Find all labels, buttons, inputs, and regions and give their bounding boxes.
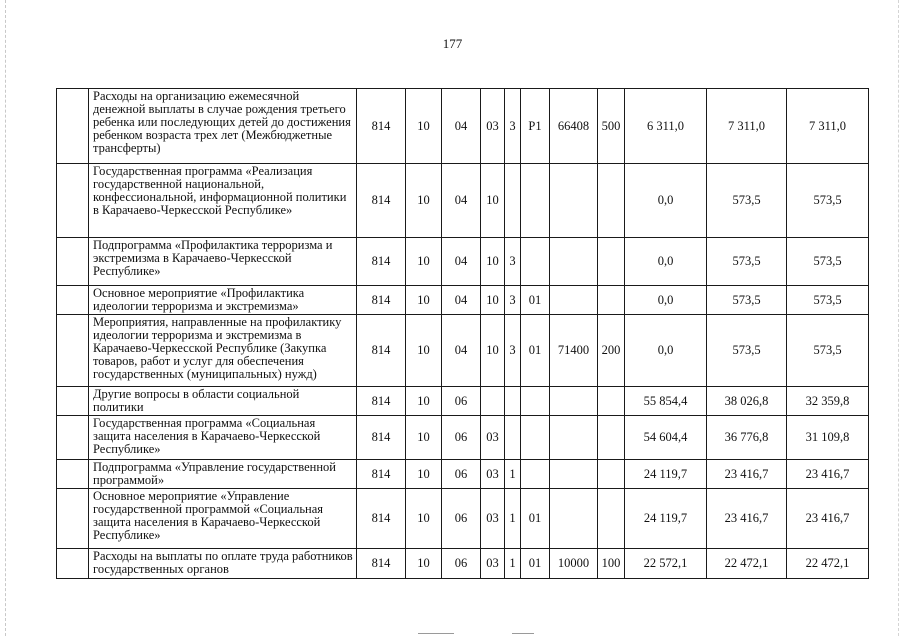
amount-year2-cell: 23 416,7 <box>707 489 787 549</box>
pr-cell: 06 <box>442 489 481 549</box>
cs-subprogram-cell: 1 <box>505 549 521 579</box>
cs-subprogram-cell <box>505 164 521 238</box>
row-margin-cell <box>57 387 89 416</box>
row-margin-cell <box>57 549 89 579</box>
cs-program-cell: 10 <box>481 315 505 387</box>
amount-year2-cell: 573,5 <box>707 238 787 286</box>
rz-cell: 10 <box>406 164 442 238</box>
amount-year1-cell: 55 854,4 <box>625 387 707 416</box>
amount-year1-cell: 22 572,1 <box>625 549 707 579</box>
cs-direction-cell <box>550 164 598 238</box>
vr-cell <box>598 489 625 549</box>
ved-cell: 814 <box>357 416 406 460</box>
pr-cell: 04 <box>442 238 481 286</box>
row-margin-cell <box>57 489 89 549</box>
amount-year2-cell: 23 416,7 <box>707 460 787 489</box>
row-name-cell: Расходы на выплаты по оплате труда работников государственных органов <box>89 549 357 579</box>
row-margin-cell <box>57 238 89 286</box>
cs-event-cell <box>521 238 550 286</box>
row-name-cell: Подпрограмма «Управление государственной программой» <box>89 460 357 489</box>
ved-cell: 814 <box>357 549 406 579</box>
scan-mark <box>418 633 454 634</box>
vr-cell <box>598 387 625 416</box>
vr-cell <box>598 416 625 460</box>
table-body <box>57 89 869 579</box>
page-left-edge <box>5 0 7 636</box>
row-name-cell: Основное мероприятие «Профилактика идеологии терроризма и экстремизма» <box>89 286 357 315</box>
row-name-cell: Государственная программа «Социальная защита населения в Карачаево-Черкесской Республике» <box>89 416 357 460</box>
cs-subprogram-cell <box>505 387 521 416</box>
cs-direction-cell <box>550 286 598 315</box>
cs-program-cell: 10 <box>481 286 505 315</box>
row-name-cell: Подпрограмма «Профилактика терроризма и экстремизма в Карачаево-Черкесской Республике» <box>89 238 357 286</box>
page-right-edge <box>898 0 900 636</box>
table-row <box>57 89 869 164</box>
amount-year1-cell: 0,0 <box>625 238 707 286</box>
cs-event-cell: 01 <box>521 489 550 549</box>
rz-cell: 10 <box>406 549 442 579</box>
vr-cell <box>598 238 625 286</box>
amount-year3-cell: 23 416,7 <box>787 460 869 489</box>
row-margin-cell <box>57 460 89 489</box>
amount-year1-cell: 54 604,4 <box>625 416 707 460</box>
vr-cell <box>598 286 625 315</box>
table-row <box>57 387 869 416</box>
amount-year1-cell: 24 119,7 <box>625 460 707 489</box>
rz-cell: 10 <box>406 286 442 315</box>
cs-event-cell: P1 <box>521 89 550 164</box>
row-margin-cell <box>57 416 89 460</box>
row-name-cell: Мероприятия, направленные на профилактику идеологии терроризма и экстремизма в Карачаево-Черкесской Республике (Закупка товаров, работ и услуг для обеспечения государственных (муниципальных) нужд) <box>89 315 357 387</box>
table-row <box>57 164 869 238</box>
ved-cell: 814 <box>357 286 406 315</box>
amount-year3-cell: 32 359,8 <box>787 387 869 416</box>
amount-year2-cell: 36 776,8 <box>707 416 787 460</box>
table-row <box>57 238 869 286</box>
cs-direction-cell <box>550 489 598 549</box>
cs-event-cell <box>521 416 550 460</box>
cs-subprogram-cell: 3 <box>505 315 521 387</box>
amount-year3-cell: 31 109,8 <box>787 416 869 460</box>
rz-cell: 10 <box>406 315 442 387</box>
pr-cell: 06 <box>442 416 481 460</box>
cs-event-cell: 01 <box>521 315 550 387</box>
pr-cell: 04 <box>442 164 481 238</box>
rz-cell: 10 <box>406 416 442 460</box>
amount-year2-cell: 573,5 <box>707 164 787 238</box>
cs-direction-cell <box>550 460 598 489</box>
cs-direction-cell <box>550 416 598 460</box>
table-row <box>57 315 869 387</box>
amount-year2-cell: 38 026,8 <box>707 387 787 416</box>
row-margin-cell <box>57 286 89 315</box>
amount-year1-cell: 0,0 <box>625 315 707 387</box>
pr-cell: 04 <box>442 89 481 164</box>
pr-cell: 06 <box>442 549 481 579</box>
vr-cell: 500 <box>598 89 625 164</box>
cs-program-cell: 10 <box>481 164 505 238</box>
pr-cell: 04 <box>442 315 481 387</box>
ved-cell: 814 <box>357 238 406 286</box>
amount-year1-cell: 0,0 <box>625 286 707 315</box>
cs-program-cell: 03 <box>481 549 505 579</box>
cs-event-cell <box>521 387 550 416</box>
cs-event-cell <box>521 164 550 238</box>
amount-year2-cell: 22 472,1 <box>707 549 787 579</box>
cs-event-cell: 01 <box>521 549 550 579</box>
ved-cell: 814 <box>357 387 406 416</box>
ved-cell: 814 <box>357 315 406 387</box>
amount-year1-cell: 0,0 <box>625 164 707 238</box>
cs-event-cell <box>521 460 550 489</box>
cs-subprogram-cell: 3 <box>505 286 521 315</box>
ved-cell: 814 <box>357 164 406 238</box>
amount-year2-cell: 7 311,0 <box>707 89 787 164</box>
cs-subprogram-cell: 3 <box>505 89 521 164</box>
cs-subprogram-cell <box>505 416 521 460</box>
cs-direction-cell: 71400 <box>550 315 598 387</box>
row-name-cell: Другие вопросы в области социальной политики <box>89 387 357 416</box>
vr-cell: 200 <box>598 315 625 387</box>
rz-cell: 10 <box>406 387 442 416</box>
amount-year3-cell: 573,5 <box>787 238 869 286</box>
cs-event-cell: 01 <box>521 286 550 315</box>
cs-subprogram-cell: 3 <box>505 238 521 286</box>
cs-direction-cell <box>550 387 598 416</box>
amount-year3-cell: 573,5 <box>787 315 869 387</box>
ved-cell: 814 <box>357 489 406 549</box>
pr-cell: 06 <box>442 387 481 416</box>
cs-direction-cell: 66408 <box>550 89 598 164</box>
table-row <box>57 286 869 315</box>
table-row <box>57 549 869 579</box>
amount-year3-cell: 23 416,7 <box>787 489 869 549</box>
budget-table <box>56 88 869 579</box>
rz-cell: 10 <box>406 89 442 164</box>
cs-program-cell: 03 <box>481 489 505 549</box>
row-name-cell: Расходы на организацию ежемесячной денежной выплаты в случае рождения третьего ребенка или последующих детей до достижения ребенком возраста трех лет (Межбюджетные трансферты) <box>89 89 357 164</box>
amount-year3-cell: 573,5 <box>787 286 869 315</box>
vr-cell <box>598 460 625 489</box>
amount-year3-cell: 573,5 <box>787 164 869 238</box>
cs-program-cell: 03 <box>481 460 505 489</box>
row-name-cell: Государственная программа «Реализация государственной национальной, конфессиональной, информационной политики в Карачаево-Черкесской Республике» <box>89 164 357 238</box>
row-margin-cell <box>57 89 89 164</box>
cs-program-cell: 03 <box>481 89 505 164</box>
rz-cell: 10 <box>406 238 442 286</box>
amount-year1-cell: 24 119,7 <box>625 489 707 549</box>
amount-year3-cell: 22 472,1 <box>787 549 869 579</box>
cs-program-cell <box>481 387 505 416</box>
row-name-cell: Основное мероприятие «Управление государственной программой «Социальная защита населения в Карачаево-Черкесской Республике» <box>89 489 357 549</box>
cs-direction-cell: 10000 <box>550 549 598 579</box>
amount-year3-cell: 7 311,0 <box>787 89 869 164</box>
pr-cell: 04 <box>442 286 481 315</box>
table-row <box>57 460 869 489</box>
rz-cell: 10 <box>406 460 442 489</box>
cs-direction-cell <box>550 238 598 286</box>
amount-year2-cell: 573,5 <box>707 286 787 315</box>
page-number: 177 <box>442 36 463 51</box>
rz-cell: 10 <box>406 489 442 549</box>
vr-cell: 100 <box>598 549 625 579</box>
cs-program-cell: 10 <box>481 238 505 286</box>
row-margin-cell <box>57 315 89 387</box>
ved-cell: 814 <box>357 460 406 489</box>
row-margin-cell <box>57 164 89 238</box>
pr-cell: 06 <box>442 460 481 489</box>
ved-cell: 814 <box>357 89 406 164</box>
cs-subprogram-cell: 1 <box>505 460 521 489</box>
table-row <box>57 489 869 549</box>
cs-program-cell: 03 <box>481 416 505 460</box>
table-row <box>57 416 869 460</box>
amount-year1-cell: 6 311,0 <box>625 89 707 164</box>
vr-cell <box>598 164 625 238</box>
scan-mark <box>512 633 534 634</box>
amount-year2-cell: 573,5 <box>707 315 787 387</box>
cs-subprogram-cell: 1 <box>505 489 521 549</box>
